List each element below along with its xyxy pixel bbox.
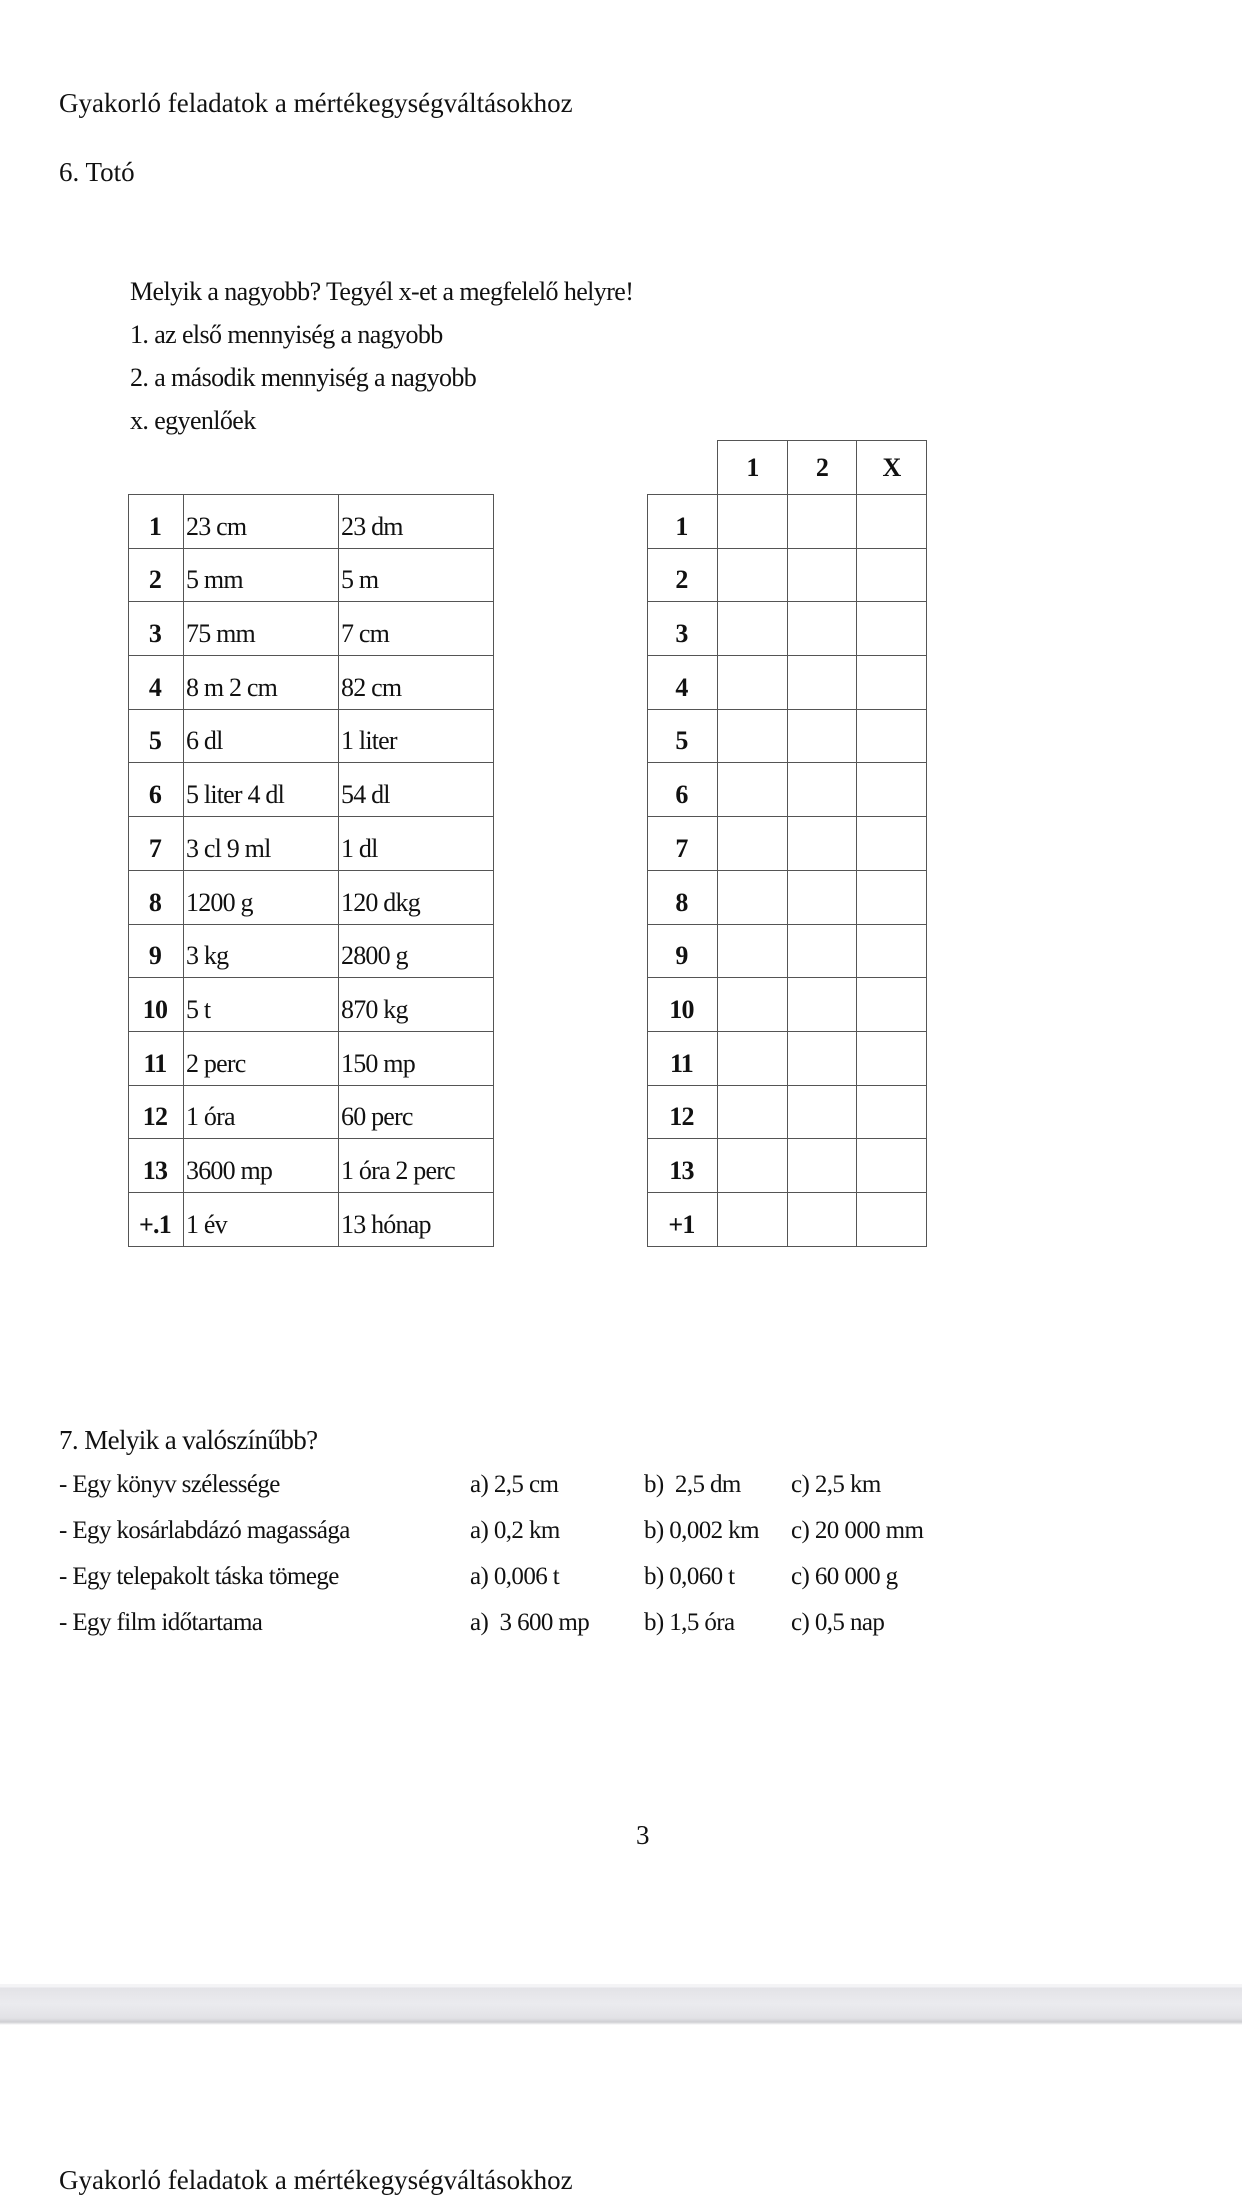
answer-cell-2[interactable]: [788, 924, 857, 978]
answer-row-label: 9: [648, 924, 718, 978]
first-quantity: 5 liter 4 dl: [184, 763, 339, 817]
page-header-title: Gyakorló feladatok a mértékegységváltásokhoz: [59, 88, 573, 118]
answer-cell-2[interactable]: [788, 978, 857, 1032]
answer-cell-1[interactable]: [718, 1192, 788, 1246]
first-quantity: 1 év: [184, 1192, 339, 1246]
row-number: 4: [129, 656, 184, 710]
answer-cell-x[interactable]: [857, 1031, 927, 1085]
second-quantity: 23 dm: [339, 495, 494, 549]
answer-grid-row: [648, 602, 927, 656]
next-page-header-title: Gyakorló feladatok a mértékegységváltásokhoz: [59, 2165, 573, 2195]
first-quantity: 23 cm: [184, 495, 339, 549]
second-quantity: 870 kg: [339, 978, 494, 1032]
answer-header-1: 1: [718, 441, 788, 495]
answer-row-label: 2: [648, 548, 718, 602]
quantity-row: [129, 870, 494, 924]
quantity-row: [129, 817, 494, 871]
row-number: 10: [129, 978, 184, 1032]
first-quantity: 1200 g: [184, 870, 339, 924]
answer-cell-1[interactable]: [718, 817, 788, 871]
row-number: 3: [129, 602, 184, 656]
second-quantity: 54 dl: [339, 763, 494, 817]
answer-cell-1[interactable]: [718, 602, 788, 656]
answer-row-label: 13: [648, 1139, 718, 1193]
answer-cell-1[interactable]: [718, 1031, 788, 1085]
answer-cell-x[interactable]: [857, 924, 927, 978]
answer-grid-row: [648, 495, 927, 549]
row-number: 8: [129, 870, 184, 924]
answer-cell-x[interactable]: [857, 870, 927, 924]
answer-row-label: 4: [648, 656, 718, 710]
question-text: - Egy telepakolt táska tömege: [59, 1563, 339, 1590]
answer-cell-2[interactable]: [788, 548, 857, 602]
quantity-row: [129, 1085, 494, 1139]
second-quantity: 2800 g: [339, 924, 494, 978]
row-number: 6: [129, 763, 184, 817]
answer-grid-row: [648, 1085, 927, 1139]
answer-cell-x[interactable]: [857, 1192, 927, 1246]
first-quantity: 6 dl: [184, 709, 339, 763]
answer-cell-2[interactable]: [788, 870, 857, 924]
answer-cell-1[interactable]: [718, 656, 788, 710]
answer-cell-2[interactable]: [788, 763, 857, 817]
instruction-line: Melyik a nagyobb? Tegyél x-et a megfelelő helyre!: [130, 277, 634, 306]
option-a[interactable]: a) 0,006 t: [470, 1563, 560, 1590]
answer-cell-1[interactable]: [718, 870, 788, 924]
answer-header-2: 2: [788, 441, 857, 495]
page-separator: [0, 1984, 1242, 2028]
answer-cell-x[interactable]: [857, 602, 927, 656]
first-quantity: 5 t: [184, 978, 339, 1032]
answer-cell-2[interactable]: [788, 709, 857, 763]
row-number: 2: [129, 548, 184, 602]
answer-grid-row: [648, 763, 927, 817]
answer-grid-corner: [648, 441, 718, 495]
answer-cell-1[interactable]: [718, 978, 788, 1032]
second-quantity: 7 cm: [339, 602, 494, 656]
answer-cell-x[interactable]: [857, 1139, 927, 1193]
answer-row-label: 11: [648, 1031, 718, 1085]
question-text: - Egy kosárlabdázó magassága: [59, 1517, 350, 1544]
second-quantity: 60 perc: [339, 1085, 494, 1139]
option-b[interactable]: b) 1,5 óra: [644, 1609, 735, 1636]
answer-cell-1[interactable]: [718, 495, 788, 549]
first-quantity: 5 mm: [184, 548, 339, 602]
second-quantity: 120 dkg: [339, 870, 494, 924]
answer-cell-x[interactable]: [857, 548, 927, 602]
answer-cell-2[interactable]: [788, 602, 857, 656]
answer-header-x: X: [857, 441, 927, 495]
quantity-row: [129, 1031, 494, 1085]
option-c[interactable]: c) 60 000 g: [791, 1563, 898, 1590]
row-number: 12: [129, 1085, 184, 1139]
answer-row-label: 3: [648, 602, 718, 656]
quantity-row: [129, 709, 494, 763]
answer-grid-row: [648, 548, 927, 602]
second-quantity: 1 liter: [339, 709, 494, 763]
option-b[interactable]: b) 2,5 dm: [644, 1471, 741, 1498]
answer-cell-x[interactable]: [857, 978, 927, 1032]
answer-row-label: 12: [648, 1085, 718, 1139]
answer-grid-row: [648, 1031, 927, 1085]
option-a[interactable]: a) 2,5 cm: [470, 1471, 559, 1498]
row-number: 5: [129, 709, 184, 763]
answer-grid-row: [648, 1192, 927, 1246]
answer-row-label: 6: [648, 763, 718, 817]
row-number: 1: [129, 495, 184, 549]
answer-cell-2[interactable]: [788, 495, 857, 549]
second-quantity: 5 m: [339, 548, 494, 602]
task6-title: 6. Totó: [59, 157, 135, 187]
instruction-line: x. egyenlőek: [130, 406, 256, 435]
answer-row-label: 10: [648, 978, 718, 1032]
option-b[interactable]: b) 0,002 km: [644, 1517, 759, 1544]
answer-grid-row: [648, 1139, 927, 1193]
instruction-line: 1. az első mennyiség a nagyobb: [130, 320, 443, 349]
answer-cell-2[interactable]: [788, 656, 857, 710]
answer-grid-header-row: [648, 441, 927, 495]
option-a[interactable]: a) 3 600 mp: [470, 1609, 590, 1636]
row-number: 13: [129, 1139, 184, 1193]
quantity-row: [129, 978, 494, 1032]
row-number: 7: [129, 817, 184, 871]
row-number: 11: [129, 1031, 184, 1085]
answer-row-label: 7: [648, 817, 718, 871]
first-quantity: 3 kg: [184, 924, 339, 978]
question-text: - Egy könyv szélessége: [59, 1471, 280, 1498]
answer-cell-1[interactable]: [718, 548, 788, 602]
answer-cell-1[interactable]: [718, 1139, 788, 1193]
answer-row-label: +1: [648, 1192, 718, 1246]
answer-grid-row: [648, 656, 927, 710]
answer-row-label: 1: [648, 495, 718, 549]
quantities-table: [128, 494, 494, 1247]
first-quantity: 3 cl 9 ml: [184, 817, 339, 871]
quantity-row: [129, 602, 494, 656]
first-quantity: 1 óra: [184, 1085, 339, 1139]
option-a[interactable]: a) 0,2 km: [470, 1517, 560, 1544]
option-c[interactable]: c) 0,5 nap: [791, 1609, 885, 1636]
page-number: 3: [636, 1820, 650, 1850]
answer-cell-x[interactable]: [857, 1085, 927, 1139]
quantity-row: [129, 924, 494, 978]
answer-grid-row: [648, 870, 927, 924]
answer-cell-1[interactable]: [718, 1085, 788, 1139]
first-quantity: 3600 mp: [184, 1139, 339, 1193]
question-text: - Egy film időtartama: [59, 1609, 263, 1636]
second-quantity: 1 dl: [339, 817, 494, 871]
answer-cell-2[interactable]: [788, 1192, 857, 1246]
quantity-row: [129, 1192, 494, 1246]
second-quantity: 82 cm: [339, 656, 494, 710]
answer-cell-x[interactable]: [857, 656, 927, 710]
answer-row-label: 5: [648, 709, 718, 763]
quantity-row: [129, 548, 494, 602]
instruction-line: 2. a második mennyiség a nagyobb: [130, 363, 477, 392]
answer-cell-x[interactable]: [857, 763, 927, 817]
answer-cell-1[interactable]: [718, 709, 788, 763]
option-c[interactable]: c) 2,5 km: [791, 1471, 881, 1498]
answer-grid-row: [648, 978, 927, 1032]
row-number: 9: [129, 924, 184, 978]
row-number: +.1: [129, 1192, 184, 1246]
answer-cell-1[interactable]: [718, 924, 788, 978]
task7-title: 7. Melyik a valószínűbb?: [59, 1425, 318, 1455]
answer-cell-2[interactable]: [788, 1085, 857, 1139]
answer-cell-x[interactable]: [857, 709, 927, 763]
first-quantity: 8 m 2 cm: [184, 656, 339, 710]
second-quantity: 13 hónap: [339, 1192, 494, 1246]
answer-cell-2[interactable]: [788, 1139, 857, 1193]
answer-grid-row: [648, 924, 927, 978]
quantity-row: [129, 763, 494, 817]
second-quantity: 1 óra 2 perc: [339, 1139, 494, 1193]
quantity-row: [129, 1139, 494, 1193]
option-c[interactable]: c) 20 000 mm: [791, 1517, 924, 1544]
answer-cell-2[interactable]: [788, 1031, 857, 1085]
answer-grid-row: [648, 817, 927, 871]
answer-grid-table: [647, 440, 927, 1247]
answer-cell-x[interactable]: [857, 495, 927, 549]
quantity-row: [129, 495, 494, 549]
answer-cell-2[interactable]: [788, 817, 857, 871]
answer-cell-1[interactable]: [718, 763, 788, 817]
second-quantity: 150 mp: [339, 1031, 494, 1085]
answer-grid-row: [648, 709, 927, 763]
answer-row-label: 8: [648, 870, 718, 924]
answer-cell-x[interactable]: [857, 817, 927, 871]
first-quantity: 2 perc: [184, 1031, 339, 1085]
first-quantity: 75 mm: [184, 602, 339, 656]
option-b[interactable]: b) 0,060 t: [644, 1563, 735, 1590]
quantity-row: [129, 656, 494, 710]
